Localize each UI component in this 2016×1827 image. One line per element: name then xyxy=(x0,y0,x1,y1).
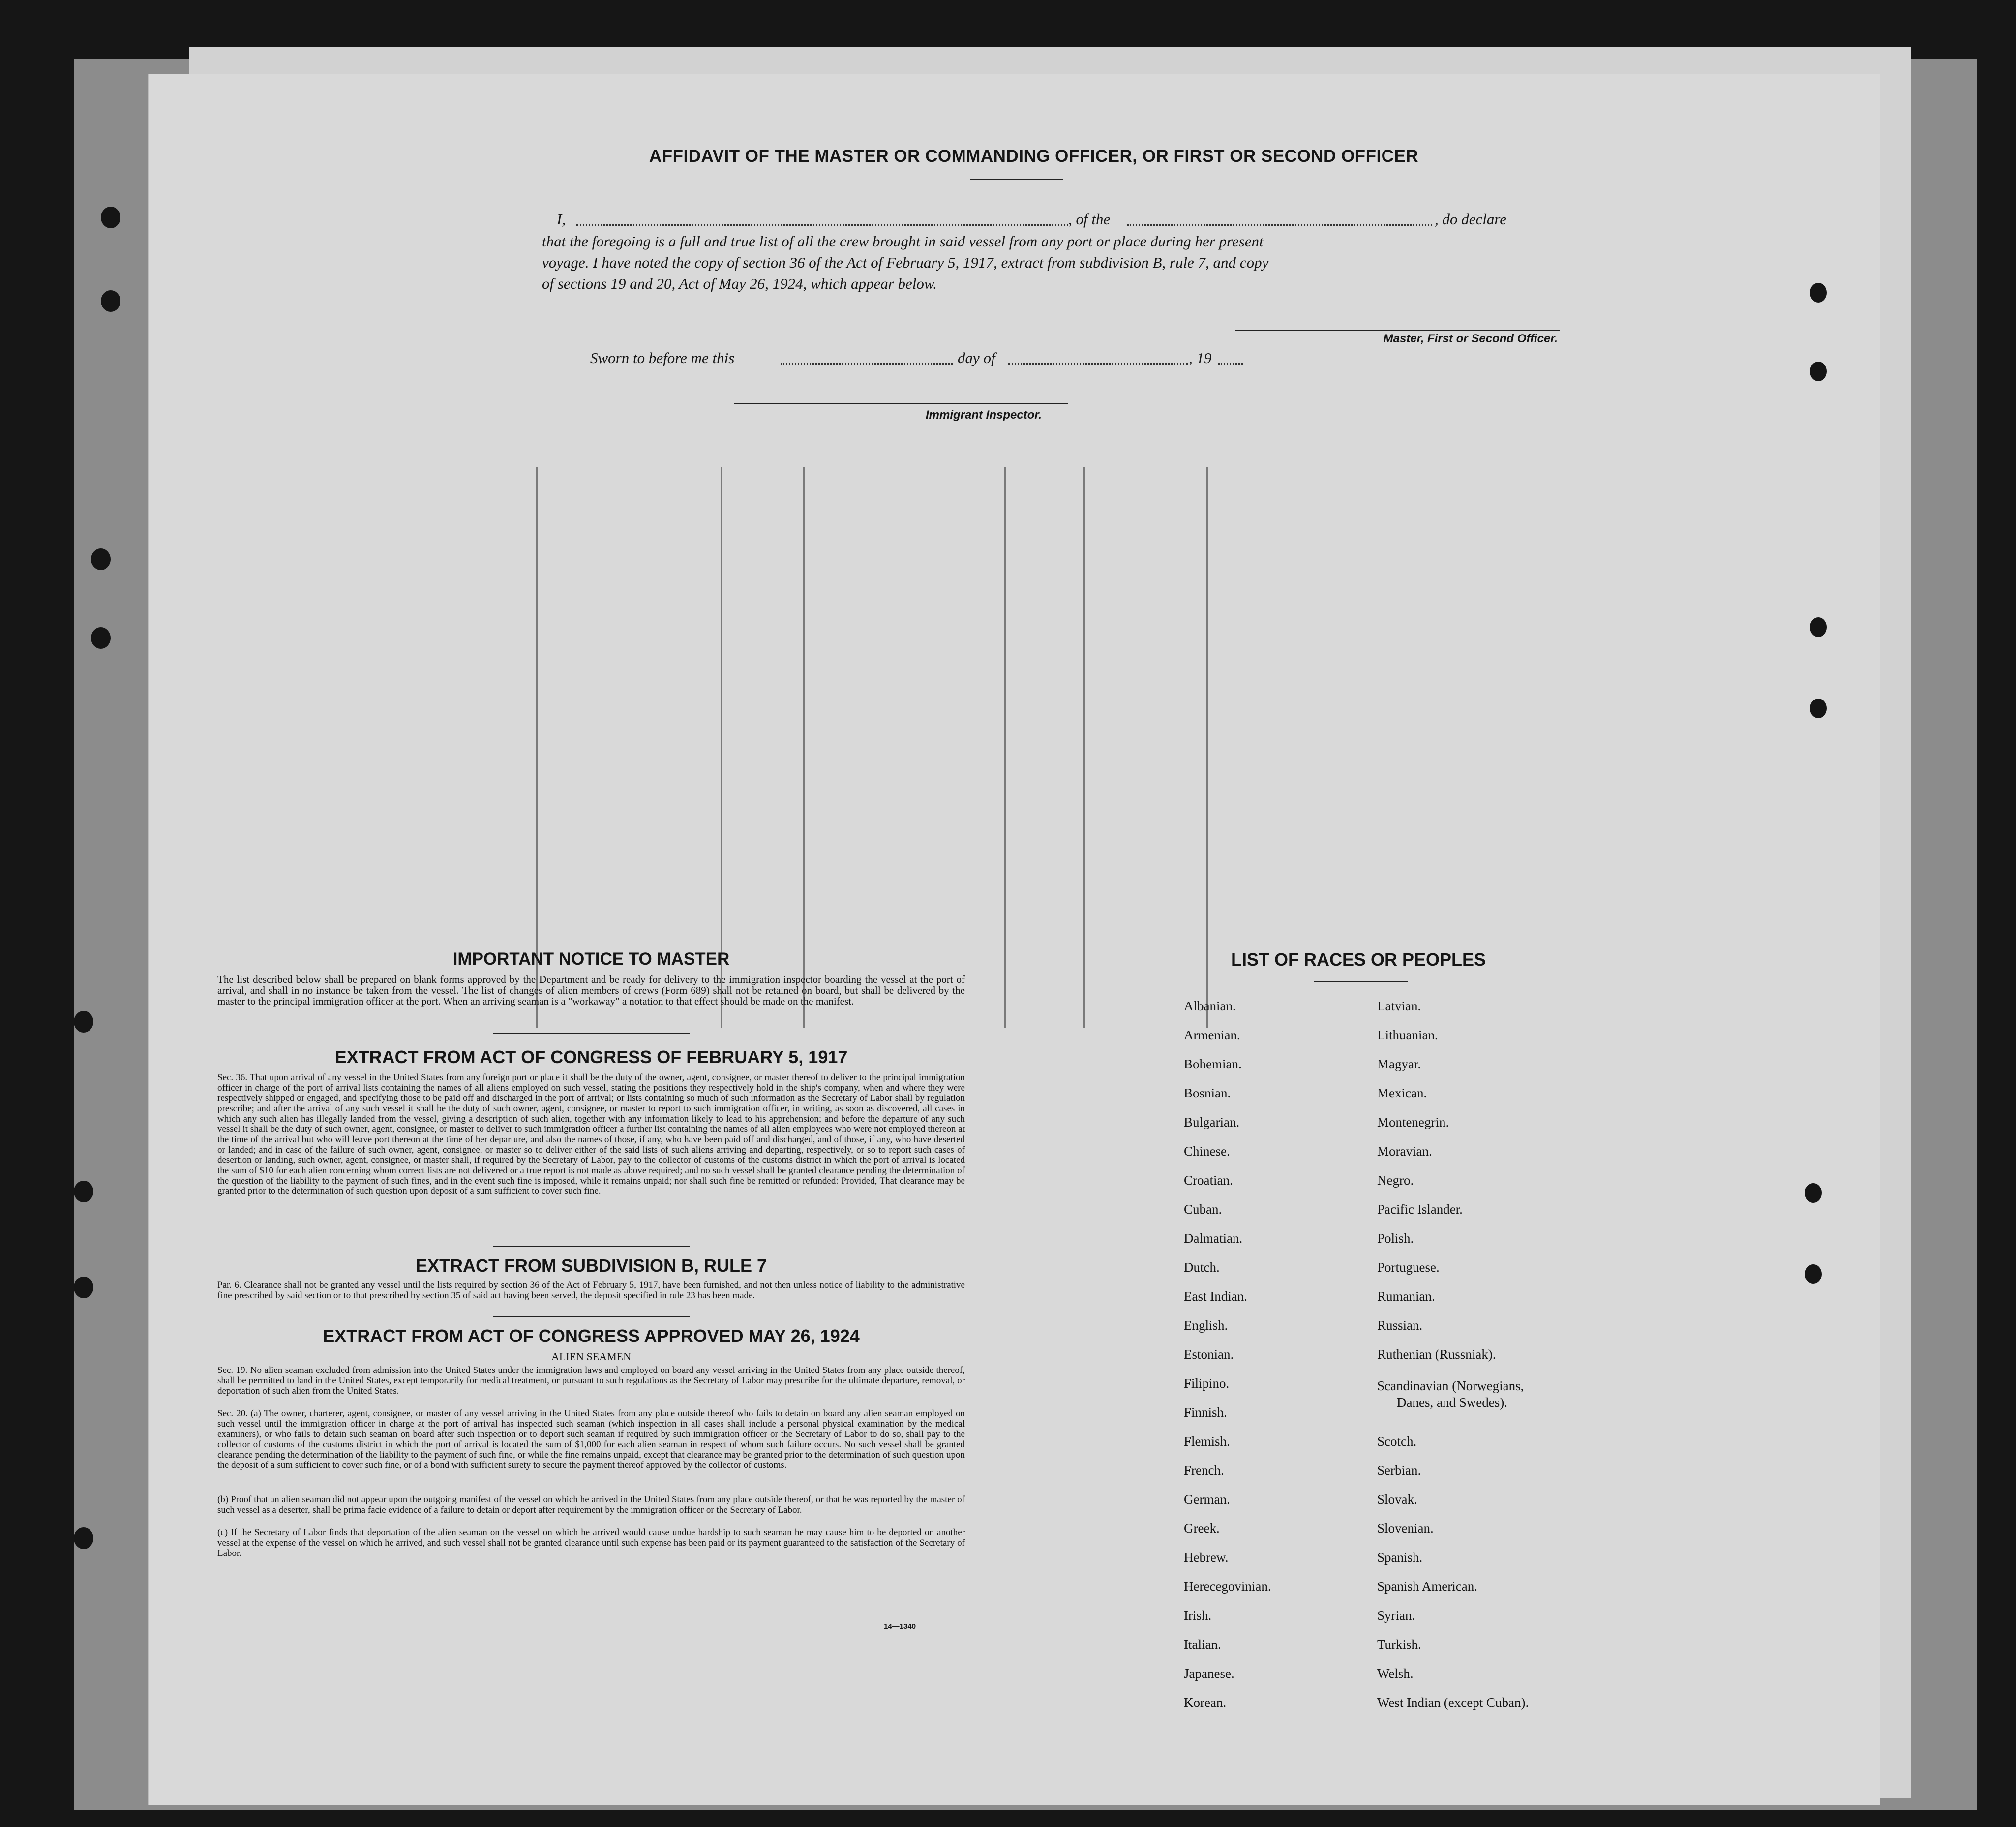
race-item: Armenian. xyxy=(1184,1028,1240,1042)
extract-1924-sec20c: (c) If the Secretary of Labor finds that deportation of the alien seaman on the vessel on which he arrived would cause undue hardship to such seaman he may cause him to be deported on another vessel at the expense of the vessel on which he arrived, and such vessel shall not be granted clearance until such expense has been paid or its payment guaranteed to the satisfaction of the Secretary of Labor. xyxy=(217,1527,965,1558)
race-item: Dutch. xyxy=(1184,1260,1220,1275)
bleed-column-line xyxy=(803,467,805,1028)
race-item: Spanish American. xyxy=(1377,1579,1477,1594)
race-item: Scotch. xyxy=(1377,1434,1417,1449)
race-item: Japanese. xyxy=(1184,1666,1234,1681)
day-of-label: day of xyxy=(958,349,995,366)
race-item: French. xyxy=(1184,1463,1224,1478)
race-item: Lithuanian. xyxy=(1377,1028,1438,1042)
race-item: Estonian. xyxy=(1184,1347,1234,1362)
rule7-title: EXTRACT FROM SUBDIVISION B, RULE 7 xyxy=(415,1255,767,1276)
binder-hole xyxy=(74,1181,93,1202)
sworn-label: Sworn to before me this xyxy=(590,349,735,366)
race-item: Rumanian. xyxy=(1377,1289,1435,1304)
bleed-column-line xyxy=(1004,467,1006,1028)
race-item: Korean. xyxy=(1184,1695,1227,1710)
binder-hole xyxy=(1805,1264,1822,1284)
extract-1924-subtitle: ALIEN SEAMEN xyxy=(551,1350,631,1363)
officer-name-blank[interactable] xyxy=(576,224,1068,226)
race-item: Filipino. xyxy=(1184,1376,1230,1391)
race-item: Albanian. xyxy=(1184,999,1236,1013)
affidavit-of-the: , of the xyxy=(1068,211,1111,228)
race-item: Bulgarian. xyxy=(1184,1115,1240,1129)
races-divider xyxy=(1314,981,1408,982)
sworn-year-blank[interactable] xyxy=(1218,363,1243,365)
sworn-month-blank[interactable] xyxy=(1008,363,1188,365)
binder-hole xyxy=(1810,617,1827,637)
title-divider xyxy=(970,179,1063,180)
race-item: Turkish. xyxy=(1377,1637,1421,1652)
binder-hole xyxy=(74,1011,93,1033)
binder-hole xyxy=(91,548,111,570)
binder-hole xyxy=(1805,1183,1822,1203)
race-item: West Indian (except Cuban). xyxy=(1377,1695,1529,1710)
inspector-signature-line[interactable] xyxy=(734,403,1068,404)
rule7-text: Par. 6. Clearance shall not be granted any vessel until the lists required by section 36 of the Act of February 5, 1917, have been furnished, and not then unless notice of liability to the administrative fine prescribed by said section or to that prescribed by section 35 of said act having been served, the deposit specified in rule 23 has been made. xyxy=(217,1280,965,1301)
race-item: Mexican. xyxy=(1377,1086,1427,1100)
bleed-column-line xyxy=(536,467,538,1028)
race-item: Latvian. xyxy=(1377,999,1421,1013)
binder-hole xyxy=(1810,699,1827,718)
extract-1924-sec19: Sec. 19. No alien seaman excluded from admission into the United States under the immigration laws and employed on board any vessel arriving in the United States from any place outside thereof, shall be permitted to land in the United States, except temporarily for medical treatment, or pursuant to such regulations as the Secretary of Labor may prescribe for the ultimate departure, removal, or deportation of such alien from the United States. xyxy=(217,1365,965,1396)
race-item: Finnish. xyxy=(1184,1405,1227,1420)
race-item: Montenegrin. xyxy=(1377,1115,1449,1129)
affidavit-line-3: voyage. I have noted the copy of section 36 of the Act of February 5, 1917, extract from subdivision B, rule 7, and copy xyxy=(542,254,1269,271)
race-item: Irish. xyxy=(1184,1608,1212,1623)
bleed-column-line xyxy=(1083,467,1085,1028)
document-page xyxy=(148,74,1880,1805)
form-number: 14—1340 xyxy=(884,1622,916,1631)
race-item: English. xyxy=(1184,1318,1228,1333)
bleed-column-line xyxy=(1206,467,1208,1028)
divider xyxy=(493,1246,690,1247)
affidavit-line-2: that the foregoing is a full and true list of all the crew brought in said vessel from any port or place during her present xyxy=(542,233,1264,250)
race-item: Hebrew. xyxy=(1184,1550,1229,1565)
binder-hole xyxy=(101,207,120,228)
race-item: Herecegovinian. xyxy=(1184,1579,1271,1594)
race-item: Spanish. xyxy=(1377,1550,1423,1565)
race-item: Croatian. xyxy=(1184,1173,1233,1188)
race-item: Italian. xyxy=(1184,1637,1221,1652)
notice-title: IMPORTANT NOTICE TO MASTER xyxy=(452,949,730,969)
extract-1924-sec20a: Sec. 20. (a) The owner, charterer, agent, consignee, or master of any vessel arriving in the United States from any place outside thereof who fails to detain on board any alien seaman employed on such vessel until the immigration officer in charge at the port of arrival has inspected such seaman (which inspection in all cases shall include a personal physical examination by the medical examiners), or who fails to detain such seaman on board after such inspection or to deport such seaman if required by such immigration officer or the Secretary of Labor to do so, shall pay to the collector of customs of the customs district in which the port of arrival is located the sum of $1,000 for each alien seaman in respect of whom such failure occurs. No such vessel shall be granted clearance pending the determination of the liability to the payment of such fine, or while the fine remains unpaid, except that clearance may be granted prior to the determination of such question upon the deposit of a sum sufficient to cover such fine, or of a bond with sufficient surety to secure the payment thereof approved by the collector of customs. xyxy=(217,1408,965,1470)
binder-hole xyxy=(1810,362,1827,381)
extract-1924-sec20b: (b) Proof that an alien seaman did not appear upon the outgoing manifest of the vessel on which he arrived in the United States from any place outside thereof, or that he was reported by the master of such vessel as a deserter, shall be prima facie evidence of a failure to detain or deport after requirement by the immigration officer or the Secretary of Labor. xyxy=(217,1494,965,1515)
race-item: Polish. xyxy=(1377,1231,1414,1246)
race-item: Scandinavian (Norwegians, xyxy=(1377,1378,1524,1393)
race-item: Danes, and Swedes). xyxy=(1397,1395,1507,1410)
extract-1924-title: EXTRACT FROM ACT OF CONGRESS APPROVED MAY 26, 1924 xyxy=(323,1326,860,1346)
race-item: Serbian. xyxy=(1377,1463,1421,1478)
sworn-day-blank[interactable] xyxy=(781,363,953,365)
race-item: Cuban. xyxy=(1184,1202,1222,1217)
affidavit-i-label: I, xyxy=(557,211,566,228)
affidavit-title: AFFIDAVIT OF THE MASTER OR COMMANDING OFFICER, OR FIRST OR SECOND OFFICER xyxy=(649,147,1419,166)
race-item: Slovak. xyxy=(1377,1492,1417,1507)
year-label: , 19 xyxy=(1189,349,1212,366)
races-title: LIST OF RACES OR PEOPLES xyxy=(1231,949,1486,970)
race-item: Dalmatian. xyxy=(1184,1231,1243,1246)
vessel-name-blank[interactable] xyxy=(1127,224,1432,226)
divider xyxy=(493,1316,690,1317)
binder-hole xyxy=(91,627,111,649)
race-item: Chinese. xyxy=(1184,1144,1230,1158)
binder-hole xyxy=(101,290,120,312)
binder-hole xyxy=(1810,283,1827,303)
affidavit-do-declare: , do declare xyxy=(1435,211,1507,228)
race-item: Flemish. xyxy=(1184,1434,1230,1449)
inspector-caption: Immigrant Inspector. xyxy=(926,408,1042,422)
race-item: Magyar. xyxy=(1377,1057,1421,1071)
notice-text: The list described below shall be prepared on blank forms approved by the Department and be ready for delivery to the immigration inspector boarding the vessel at the port of arrival, and shall in no instance be taken from the vessel. The list of changes of alien members of crews (Form 689) shall not be retained on board, but shall be delivered by the master to the principal immigration officer at the port. When an arriving seaman is a "workaway" a notation to that effect should be made on the manifest. xyxy=(217,974,965,1007)
extract-1917-text: Sec. 36. That upon arrival of any vessel in the United States from any foreign port or place it shall be the duty of the owner, agent, consignee, or master thereof to deliver to the principal immigration officer in charge of the port of arrival lists containing the names of all aliens employed on such vessel, stating the positions they respectively hold in the ship's company, when and where they were respectively shipped or engaged, and specifying those to be paid off and discharged in the port of arrival; or lists containing so much of such information as the Secretary of Labor shall by regulation prescribe; and after the arrival of any such vessel it shall be the duty of such owner, agent, consignee, or master to report to such immigration officer, in writing, as soon as discovered, all cases in which any such alien has illegally landed from the vessel, giving a description of such alien, together with any information likely to lead to his apprehension; and before the departure of any such vessel it shall be the duty of such owner, agent, consignee, or master to deliver to such immigration officer a further list containing the names of all alien employees who were not employed thereon at the time of the arrival but who will leave port thereon at the time of her departure, and also the names of those, if any, who have been paid off and discharged, and of those, if any, who have deserted or landed; and in case of the failure of such owner, agent, consignee, or master so to deliver either of the said lists of such aliens arriving and departing, respectively, or so to report such cases of desertion or landing, such owner, agent, consignee, or master shall, if required by the Secretary of Labor, pay to the collector of customs of the customs district in which the port of arrival is located the sum of $10 for each alien concerning whom correct lists are not delivered or a true report is not made as above required; and no such vessel shall be granted clearance pending the determination of the question of the liability to the payment of such fines, and in the event such fine is imposed, while it remains unpaid; nor shall such fine be remitted or refunded: Provided, That clearance may be granted prior to the determination of such question upon deposit of a sum sufficient to cover such fine. xyxy=(217,1072,965,1196)
divider xyxy=(493,1033,690,1034)
master-caption: Master, First or Second Officer. xyxy=(1383,332,1558,345)
race-item: Moravian. xyxy=(1377,1144,1432,1158)
race-item: East Indian. xyxy=(1184,1289,1247,1304)
race-item: Welsh. xyxy=(1377,1666,1414,1681)
race-item: Bosnian. xyxy=(1184,1086,1231,1100)
race-item: Ruthenian (Russniak). xyxy=(1377,1347,1496,1362)
race-item: Slovenian. xyxy=(1377,1521,1434,1536)
race-item: Syrian. xyxy=(1377,1608,1415,1623)
extract-1917-title: EXTRACT FROM ACT OF CONGRESS OF FEBRUARY 5, 1917 xyxy=(334,1047,848,1067)
race-item: Russian. xyxy=(1377,1318,1423,1333)
race-item: Portuguese. xyxy=(1377,1260,1440,1275)
race-item: German. xyxy=(1184,1492,1230,1507)
race-item: Bohemian. xyxy=(1184,1057,1242,1071)
binder-hole xyxy=(74,1527,93,1549)
master-signature-line[interactable] xyxy=(1235,330,1560,331)
race-item: Pacific Islander. xyxy=(1377,1202,1463,1217)
binder-hole xyxy=(74,1277,93,1298)
race-item: Negro. xyxy=(1377,1173,1414,1188)
race-item: Greek. xyxy=(1184,1521,1220,1536)
bleed-column-line xyxy=(721,467,722,1028)
affidavit-line-4: of sections 19 and 20, Act of May 26, 1924, which appear below. xyxy=(542,275,937,292)
